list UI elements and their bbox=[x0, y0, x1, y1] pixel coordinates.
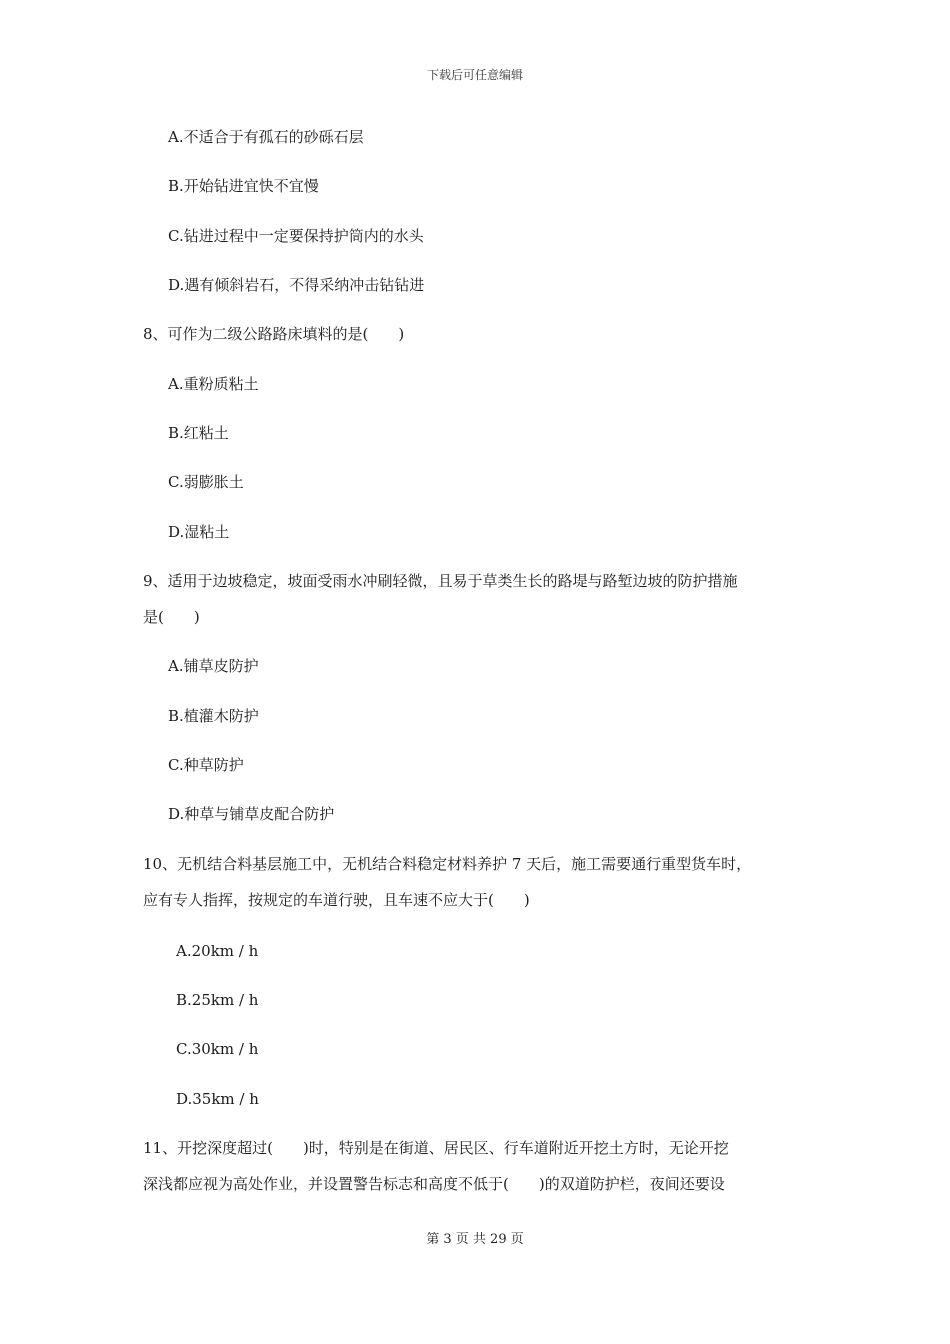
option-d-q7: D.遇有倾斜岩石，不得采纳冲击钻钻进 bbox=[168, 276, 425, 294]
option-d-q10: D.35km / h bbox=[176, 1090, 259, 1108]
option-d-q8: D.湿粘土 bbox=[168, 523, 230, 541]
question-11-line-2: 深浅都应视为高处作业，并设置警告标志和高度不低于( )的双道防护栏，夜间还要设 bbox=[143, 1175, 725, 1193]
option-a-q8: A.重粉质粘土 bbox=[168, 375, 259, 393]
option-b-q10: B.25km / h bbox=[176, 991, 259, 1009]
option-a-q7: A.不适合于有孤石的砂砾石层 bbox=[168, 128, 364, 146]
question-11-line-1: 11、开挖深度超过( )时，特别是在街道、居民区、行车道附近开挖土方时，无论开挖 bbox=[143, 1139, 729, 1157]
option-c-q9: C.种草防护 bbox=[168, 756, 244, 774]
question-10-line-1: 10、无机结合料基层施工中，无机结合料稳定材料养护 7 天后，施工需要通行重型货车时， bbox=[143, 855, 752, 873]
option-a-q9: A.铺草皮防护 bbox=[168, 657, 259, 675]
page-footer: 第 3 页 共 29 页 bbox=[426, 1232, 524, 1247]
option-a-q10: A.20km / h bbox=[176, 942, 259, 960]
option-b-q9: B.植灌木防护 bbox=[168, 707, 259, 725]
question-9-line-1: 9、适用于边坡稳定，坡面受雨水冲刷轻微，且易于草类生长的路堤与路堑边坡的防护措施 bbox=[143, 572, 738, 590]
option-c-q10: C.30km / h bbox=[176, 1040, 259, 1058]
option-b-q7: B.开始钻进宜快不宜慢 bbox=[168, 177, 319, 195]
option-c-q8: C.弱膨胀土 bbox=[168, 473, 244, 491]
option-b-q8: B.红粘土 bbox=[168, 424, 229, 442]
question-10-line-2: 应有专人指挥，按规定的车道行驶，且车速不应大于( ) bbox=[143, 891, 530, 909]
option-c-q7: C.钻进过程中一定要保持护筒内的水头 bbox=[168, 227, 424, 245]
option-d-q9: D.种草与铺草皮配合防护 bbox=[168, 805, 335, 823]
page-header: 下载后可任意编辑 bbox=[426, 68, 523, 82]
question-8: 8、可作为二级公路路床填料的是( ) bbox=[143, 325, 405, 343]
question-9-line-2: 是( ) bbox=[143, 608, 200, 626]
